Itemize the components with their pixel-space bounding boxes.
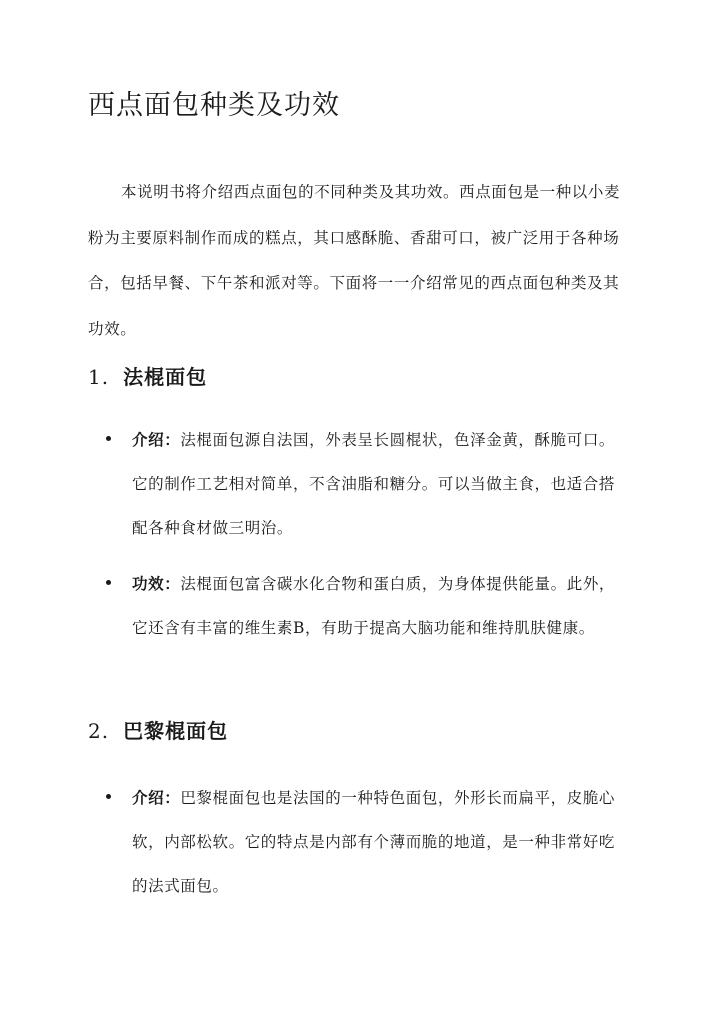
item-body: 法棍面包源自法国，外表呈长圆棍状，色泽金黄，酥脆可口。它的制作工艺相对简单，不含油脂和糖分。可以当做主食，也适合搭配各种食材做三明治。 (132, 431, 616, 537)
list-item (112, 418, 628, 550)
document-title: 西点面包种类及功效 (88, 90, 340, 121)
item-label: 功效： (132, 574, 181, 593)
bullet-icon (106, 580, 111, 585)
section-number: 2. (88, 719, 110, 743)
item-body: 巴黎棍面包也是法国的一种特色面包，外形长而扁平，皮脆心软，内部松软。它的特点是内部有个薄而脆的地道，是一种非常好吃的法式面包。 (132, 789, 616, 895)
section-title: 巴黎棍面包 (123, 719, 229, 743)
list-item (112, 562, 628, 650)
list-item-text (112, 562, 628, 650)
section-heading-2 (88, 716, 228, 746)
list-item-text (112, 418, 628, 550)
bullet-icon (106, 794, 111, 799)
item-body: 法棍面包富含碳水化合物和蛋白质，为身体提供能量。此外，它还含有丰富的维生素B，有助于提高大脑功能和维持肌肤健康。 (132, 575, 616, 637)
section-number: 1. (88, 365, 110, 389)
item-label: 介绍： (132, 430, 181, 449)
section-heading-1 (88, 362, 207, 392)
list-item (112, 776, 628, 908)
intro-paragraph: 本说明书将介绍西点面包的不同种类及其功效。西点面包是一种以小麦粉为主要原料制作而成的糕点，其口感酥脆、香甜可口，被广泛用于各种场合，包括早餐、下午茶和派对等。下面将一一介绍常见的西点面包种类及其功效。 (88, 183, 621, 338)
list-item-text (112, 776, 628, 908)
bullet-icon (106, 436, 111, 441)
section-title: 法棍面包 (123, 365, 208, 389)
item-label: 介绍： (132, 788, 181, 807)
